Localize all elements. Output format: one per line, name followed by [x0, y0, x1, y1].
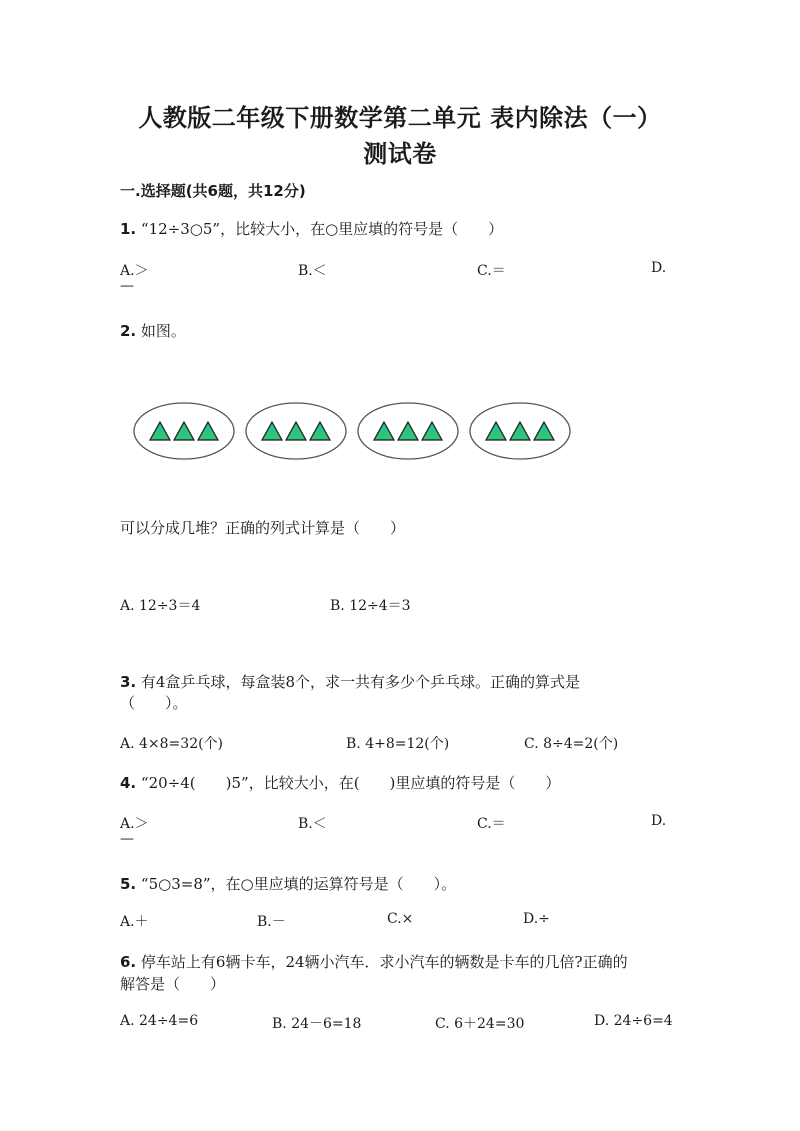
option-b[interactable]: B. 24－6=18 — [272, 1016, 362, 1032]
option-d[interactable]: D. — [651, 813, 667, 829]
triangle-icon — [174, 422, 194, 440]
option-c[interactable]: C. 8÷4=2(个) — [524, 736, 619, 752]
triangle-groups-svg — [128, 398, 588, 468]
section-heading: 一.选择题(共6题，共12分) — [120, 182, 306, 200]
question-number: 1. — [120, 220, 137, 238]
question-3-continued: （ ）。 — [120, 694, 188, 712]
triangle-icon — [286, 422, 306, 440]
question-number: 2. — [120, 322, 137, 340]
option-a[interactable]: A. 4×8=32(个) — [120, 736, 224, 752]
option-c[interactable]: C.× — [387, 911, 414, 927]
option-d[interactable]: D.÷ — [523, 911, 550, 927]
option-c[interactable]: C.＝ — [477, 263, 506, 279]
triangle-icon — [150, 422, 170, 440]
question-3 — [120, 671, 580, 692]
question-number: 5. — [120, 875, 137, 893]
option-b[interactable]: B.－ — [257, 914, 286, 930]
triangle-icon — [486, 422, 506, 440]
option-a[interactable]: A. 24÷4=6 — [120, 1013, 199, 1029]
question-text: “20÷4( )5”，比较大小，在( )里应填的符号是（ ） — [140, 774, 561, 792]
question-5 — [120, 873, 456, 894]
question-6 — [120, 951, 628, 972]
option-c[interactable]: C. 6＋24=30 — [435, 1016, 525, 1032]
question-2 — [120, 320, 186, 341]
option-a[interactable]: A. 12÷3＝4 — [120, 598, 201, 614]
figure-question: 可以分成几堆？正确的列式计算是（ ） — [120, 519, 406, 537]
question-4 — [120, 772, 560, 793]
question-number: 3. — [120, 673, 137, 691]
triangle-icon — [198, 422, 218, 440]
grouping-figure — [128, 398, 588, 472]
question-1 — [120, 218, 503, 239]
option-b[interactable]: B.＜ — [298, 263, 327, 279]
option-a[interactable]: A.＞ — [120, 263, 149, 279]
triangle-icon — [374, 422, 394, 440]
question-number: 6. — [120, 953, 137, 971]
page-subtitle: 测试卷 — [363, 140, 437, 168]
option-d[interactable]: D. — [651, 260, 667, 276]
triangle-icon — [398, 422, 418, 440]
option-b[interactable]: B. 12÷4＝3 — [330, 598, 411, 614]
option-c[interactable]: C.＝ — [477, 816, 506, 832]
triangle-icon — [310, 422, 330, 440]
triangle-icon — [262, 422, 282, 440]
option-d-wrapped-text: — — [120, 831, 134, 847]
triangle-icon — [534, 422, 554, 440]
question-text: 如图。 — [140, 322, 186, 340]
option-b[interactable]: B. 4+8=12(个) — [346, 736, 450, 752]
page-title: 人教版二年级下册数学第二单元 表内除法（一） — [138, 104, 662, 132]
question-text: “12÷3○5”，比较大小，在○里应填的符号是（ ） — [140, 220, 504, 238]
option-d-wrapped-text: — — [120, 278, 134, 294]
question-text: 停车站上有6辆卡车，24辆小汽车．求小汽车的辆数是卡车的几倍?正确的 — [140, 953, 628, 971]
question-number: 4. — [120, 774, 137, 792]
option-d[interactable]: D. 24÷6=4 — [594, 1013, 673, 1029]
option-b[interactable]: B.＜ — [298, 816, 327, 832]
option-a[interactable]: A.＞ — [120, 816, 149, 832]
triangle-icon — [422, 422, 442, 440]
option-a[interactable]: A.＋ — [120, 914, 149, 930]
question-6-continued: 解答是（ ） — [120, 975, 226, 993]
question-text: 有4盒乒乓球，每盒装8个，求一共有多少个乒乓球。正确的算式是 — [140, 673, 581, 691]
triangle-icon — [510, 422, 530, 440]
question-text: “5○3=8”，在○里应填的运算符号是（ ）。 — [140, 875, 457, 893]
